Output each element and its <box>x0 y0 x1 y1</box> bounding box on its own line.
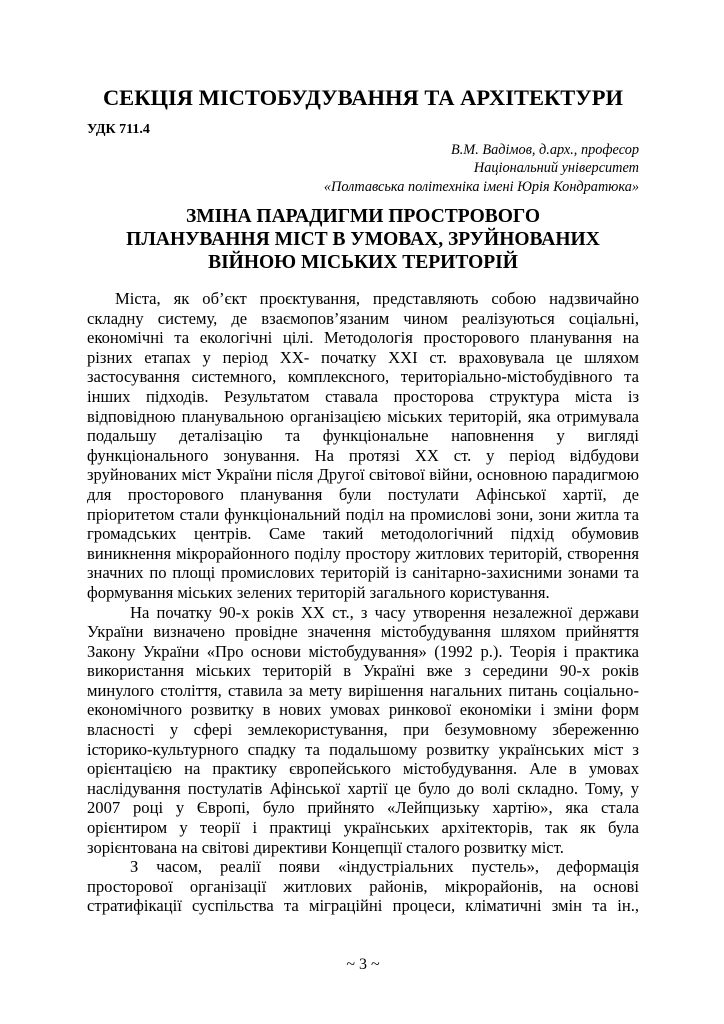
body-paragraph-2: На початку 90-х років ХХ ст., з часу утворення незалежної держави України визначено провідне значення містобудування шляхом прийняття Закону України «Про основи містобудування» (1992 р.). Теорія і практика використання міських територій в Україні вже з середини 90-х років минулого століття, ставила за мету вирішення нагальних питань соціально-економічного розвитку в нових умовах ринкової економіки і зміни форм власності у сфері землекористування, при безумовному збереженню історико-культурного спадку та подальшому розвитку українських міст з орієнтацією на практику європейського містобудування. Але в умовах наслідування постулатів Афінської хартії це було до волі складно. Тому, у 2007 році у Європі, було прийнято «Лейпцизьку хартію», яка стала орієнтиром у теорії і практиці українських архітекторів, так як була зорієнтована на світові директиви Концепції сталого розвитку міст. <box>87 602 639 857</box>
article-title-line-1: ЗМІНА ПАРАДИГМИ ПРОСТРОВОГО <box>185 206 541 227</box>
article-title-line-3: ВІЙНОЮ МІСЬКИХ ТЕРИТОРІЙ <box>208 252 518 273</box>
body-paragraph-1: Міста, як об’єкт проєктування, представляють собою надзвичайно складну систему, де взаємопов’язаним чином реалізуються соціальні, економічні та екологічні цілі. Методологія просторового планування на різних етапах у період ХХ- початку ХХІ ст. враховувала це шляхом застосування системного, комплексного, територіально-містобудівного та інших підходів. Результатом ставала просторова структура міста із відповідною планувальною організацією міських територій, яка отримувала подальшу деталізацію та функціональне наповнення у вигляді функціонального зонування. На протязі ХХ ст. у період відбудови зруйнованих міст України після Другої світової війни, основною парадигмою для просторового планування були постулати Афінської хартії, де пріоритетом стали функціональний поділ на промислові зони, зони житла та громадських центрів. Саме такий методологічний підхід обумовив виникнення мікрорайонного поділу простору житлових територій, створення значних по площі промислових територій із санітарно-захисними зонами та формування міських зелених територій загального користування. <box>87 289 639 602</box>
section-heading: СЕКЦІЯ МІСТОБУДУВАННЯ ТА АРХІТЕКТУРИ <box>102 85 624 110</box>
body-paragraph-3: З часом, реалії появи «індустріальних пустель», деформація просторової організації житлових районів, мікрорайонів, на основі стратифікації суспільства та міграційні процеси, кліматичні змін та ін., <box>87 857 639 916</box>
udk-code: УДК 711.4 <box>87 122 150 137</box>
article-title <box>87 205 639 274</box>
author-name-line: В.М. Вадімов, д.арх., професор <box>450 142 639 158</box>
article-body <box>87 289 639 916</box>
article-title-line-2: ПЛАНУВАННЯ МІСТ В УМОВАХ, ЗРУЙНОВАНИХ <box>126 229 600 250</box>
author-institution-line: «Полтавська політехніка імені Юрія Кондратюка» <box>323 178 639 195</box>
author-affiliation-line: Національний університет <box>473 160 639 177</box>
page-number: ~ 3 ~ <box>346 956 380 973</box>
author-block <box>87 141 639 196</box>
